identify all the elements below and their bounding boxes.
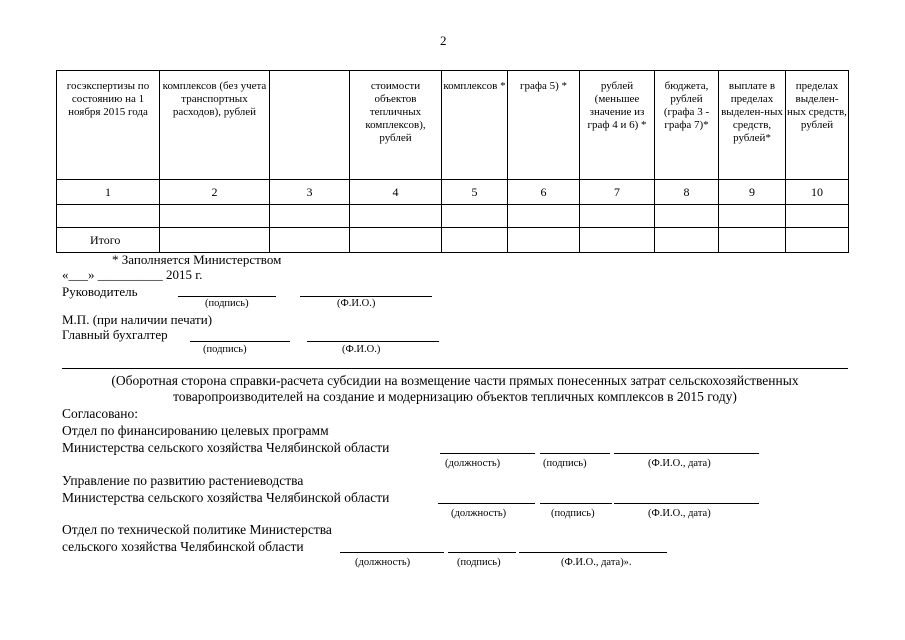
table-cell <box>508 228 580 253</box>
table-cell <box>786 205 849 228</box>
accountant-signature-line <box>190 341 290 342</box>
table-cell <box>655 205 719 228</box>
header-cell: стоимости объектов тепличных комплексов), рублей <box>350 71 442 180</box>
table-cell <box>57 205 160 228</box>
table-cell <box>442 205 508 228</box>
fio-date-line <box>519 552 667 553</box>
table-cell <box>270 228 350 253</box>
header-cell: рублей (меньшее значение из граф 4 и 6) * <box>580 71 655 180</box>
header-cell: комплексов (без учета транспортных расходов), рублей <box>160 71 270 180</box>
column-number: 1 <box>57 180 160 205</box>
signature-line <box>540 503 612 504</box>
fio-date-caption: (Ф.И.О., дата)». <box>561 557 632 568</box>
header-cell: бюджета, рублей (графа 3 - графа 7)* <box>655 71 719 180</box>
fio-caption: (Ф.И.О.) <box>342 344 381 355</box>
chief-accountant-label: Главный бухгалтер <box>62 327 168 342</box>
accountant-fio-line <box>307 341 439 342</box>
dept1-line1: Отдел по финансированию целевых программ <box>62 423 329 438</box>
table-cell <box>270 205 350 228</box>
total-row <box>57 228 849 253</box>
head-label: Руководитель <box>62 284 138 299</box>
dept3-line1: Отдел по технической политике Министерства <box>62 522 332 537</box>
approved-label: Согласовано: <box>62 406 138 421</box>
header-cell: выплате в пределах выделен-ных средств, рублей* <box>719 71 786 180</box>
position-caption: (должность) <box>445 458 501 469</box>
column-number: 4 <box>350 180 442 205</box>
table-cell <box>160 205 270 228</box>
signature-caption: (подпись) <box>203 344 247 355</box>
signature-line <box>448 552 516 553</box>
signature-caption: (подпись) <box>457 557 501 568</box>
header-cell: комплексов * <box>442 71 508 180</box>
table-row <box>57 205 849 228</box>
head-fio-line <box>300 296 432 297</box>
total-label: Итого <box>57 228 160 253</box>
subsidy-table <box>56 70 849 253</box>
signature-line <box>540 453 610 454</box>
date-line: «___» __________ 2015 г. <box>62 267 203 282</box>
header-cell <box>270 71 350 180</box>
table-cell <box>786 228 849 253</box>
dept2-line2: Министерства сельского хозяйства Челябинской области <box>62 490 390 505</box>
dept1-line2: Министерства сельского хозяйства Челябинской области <box>62 440 390 455</box>
head-signature-line <box>178 296 276 297</box>
column-number: 5 <box>442 180 508 205</box>
signature-caption: (подпись) <box>543 458 587 469</box>
table-cell <box>580 205 655 228</box>
fio-date-line <box>614 503 759 504</box>
header-cell: пределах выделен-ных средств, рублей <box>786 71 849 180</box>
table-cell <box>350 205 442 228</box>
table-cell <box>508 205 580 228</box>
column-number: 6 <box>508 180 580 205</box>
separator-line <box>62 368 848 369</box>
dept2-line1: Управление по развитию растениеводства <box>62 473 304 488</box>
column-number: 9 <box>719 180 786 205</box>
fio-caption: (Ф.И.О.) <box>337 298 376 309</box>
page-number: 2 <box>440 33 447 48</box>
table-header-row <box>57 71 849 180</box>
header-cell: графа 5) * <box>508 71 580 180</box>
signature-caption: (подпись) <box>551 508 595 519</box>
column-number: 3 <box>270 180 350 205</box>
column-number: 7 <box>580 180 655 205</box>
position-line <box>340 552 444 553</box>
position-caption: (должность) <box>355 557 411 568</box>
table-cell <box>160 228 270 253</box>
fio-date-caption: (Ф.И.О., дата) <box>648 458 711 469</box>
position-line <box>440 453 535 454</box>
table-cell <box>719 205 786 228</box>
table-cell <box>442 228 508 253</box>
column-number: 10 <box>786 180 849 205</box>
stamp-note: М.П. (при наличии печати) <box>62 312 213 327</box>
position-caption: (должность) <box>451 508 507 519</box>
fio-date-line <box>614 453 759 454</box>
table-cell <box>719 228 786 253</box>
table-cell <box>350 228 442 253</box>
column-number: 2 <box>160 180 270 205</box>
table-cell <box>655 228 719 253</box>
header-cell: госэкспертизы по состоянию на 1 ноября 2015 года <box>57 71 160 180</box>
table-cell <box>580 228 655 253</box>
signature-caption: (подпись) <box>205 298 249 309</box>
fio-date-caption: (Ф.И.О., дата) <box>648 508 711 519</box>
dept3-line2: сельского хозяйства Челябинской области <box>62 539 304 554</box>
column-number-row <box>57 180 849 205</box>
footnote: * Заполняется Министерством <box>112 252 282 267</box>
position-line <box>438 503 535 504</box>
column-number: 8 <box>655 180 719 205</box>
reverse-side-title: (Оборотная сторона справки-расчета субсидии на возмещение части прямых понесенных затрат сельскохозяйственных товаропроизводителей на создание и модернизацию объектов тепличных комплексов в 2015 году) <box>111 373 799 404</box>
